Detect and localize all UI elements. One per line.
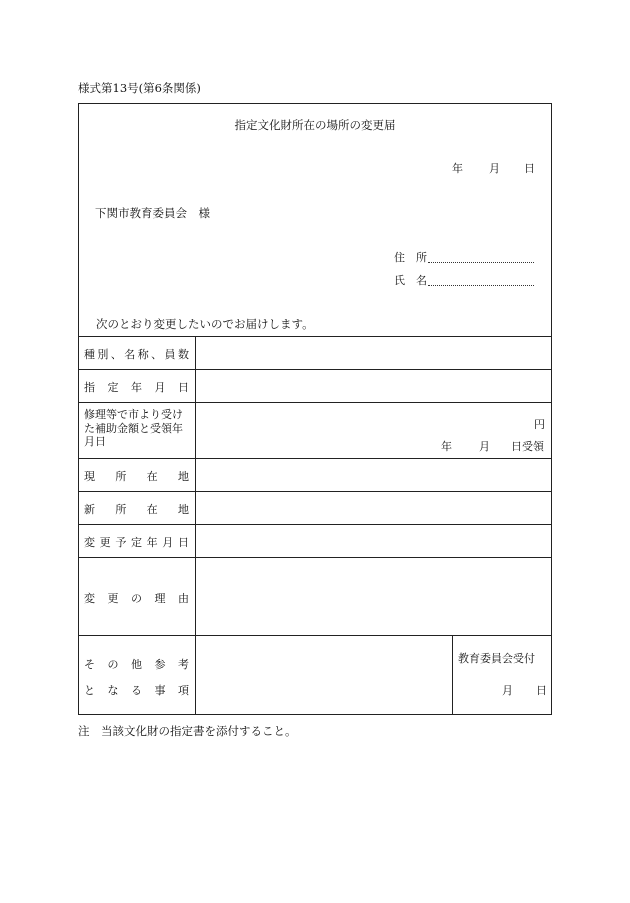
board-receipt-label: 教育委員会受付 bbox=[458, 652, 535, 665]
date-year: 年 bbox=[452, 162, 463, 175]
other-notes-field[interactable] bbox=[196, 636, 451, 714]
form-number: 様式第13号(第6条関係) bbox=[78, 81, 201, 95]
date-day: 日 bbox=[524, 162, 535, 175]
label-other-line2: と な る 事 項 bbox=[84, 684, 189, 697]
label-planned-date: 変 更 予 定 年 月 日 bbox=[84, 536, 189, 549]
label-type-name-count: 種 別 、 名 称 、 員 数 bbox=[84, 348, 189, 361]
address-field[interactable] bbox=[428, 262, 534, 263]
name-label: 氏 名 bbox=[394, 274, 427, 287]
form-title: 指定文化財所在の場所の変更届 bbox=[234, 118, 396, 132]
receipt-column-divider bbox=[452, 635, 453, 715]
footnote: 注 当該文化財の指定書を添付すること。 bbox=[78, 724, 297, 738]
subsidy-day-received: 日受領 bbox=[511, 440, 544, 453]
board-receipt-month: 月 bbox=[502, 684, 513, 697]
label-subsidy: 修理等で市より受け た補助金額と受領年 月日 bbox=[84, 408, 183, 448]
label-reason: 変 更 の 理 由 bbox=[84, 592, 189, 605]
current-location-field[interactable] bbox=[196, 459, 551, 490]
label-new-location: 新 所 在 地 bbox=[84, 503, 189, 516]
new-location-field[interactable] bbox=[196, 492, 551, 523]
label-current-location: 現 所 在 地 bbox=[84, 470, 189, 483]
label-designation-date: 指 定 年 月 日 bbox=[84, 381, 189, 394]
name-field[interactable] bbox=[428, 285, 534, 286]
date-month: 月 bbox=[489, 162, 500, 175]
planned-date-field[interactable] bbox=[196, 525, 551, 556]
address-label: 住 所 bbox=[394, 251, 427, 264]
reason-field[interactable] bbox=[196, 558, 551, 634]
subsidy-yen: 円 bbox=[534, 418, 545, 431]
addressee: 下関市教育委員会 様 bbox=[95, 206, 210, 220]
board-receipt-day: 日 bbox=[536, 684, 547, 697]
designation-date-field[interactable] bbox=[196, 370, 551, 401]
subsidy-field[interactable] bbox=[196, 403, 551, 457]
label-other-line1: そ の 他 参 考 bbox=[84, 658, 189, 671]
subsidy-month: 月 bbox=[479, 440, 490, 453]
intro-text: 次のとおり変更したいのでお届けします。 bbox=[96, 317, 314, 331]
type-name-count-field[interactable] bbox=[196, 337, 551, 368]
subsidy-year: 年 bbox=[441, 440, 452, 453]
